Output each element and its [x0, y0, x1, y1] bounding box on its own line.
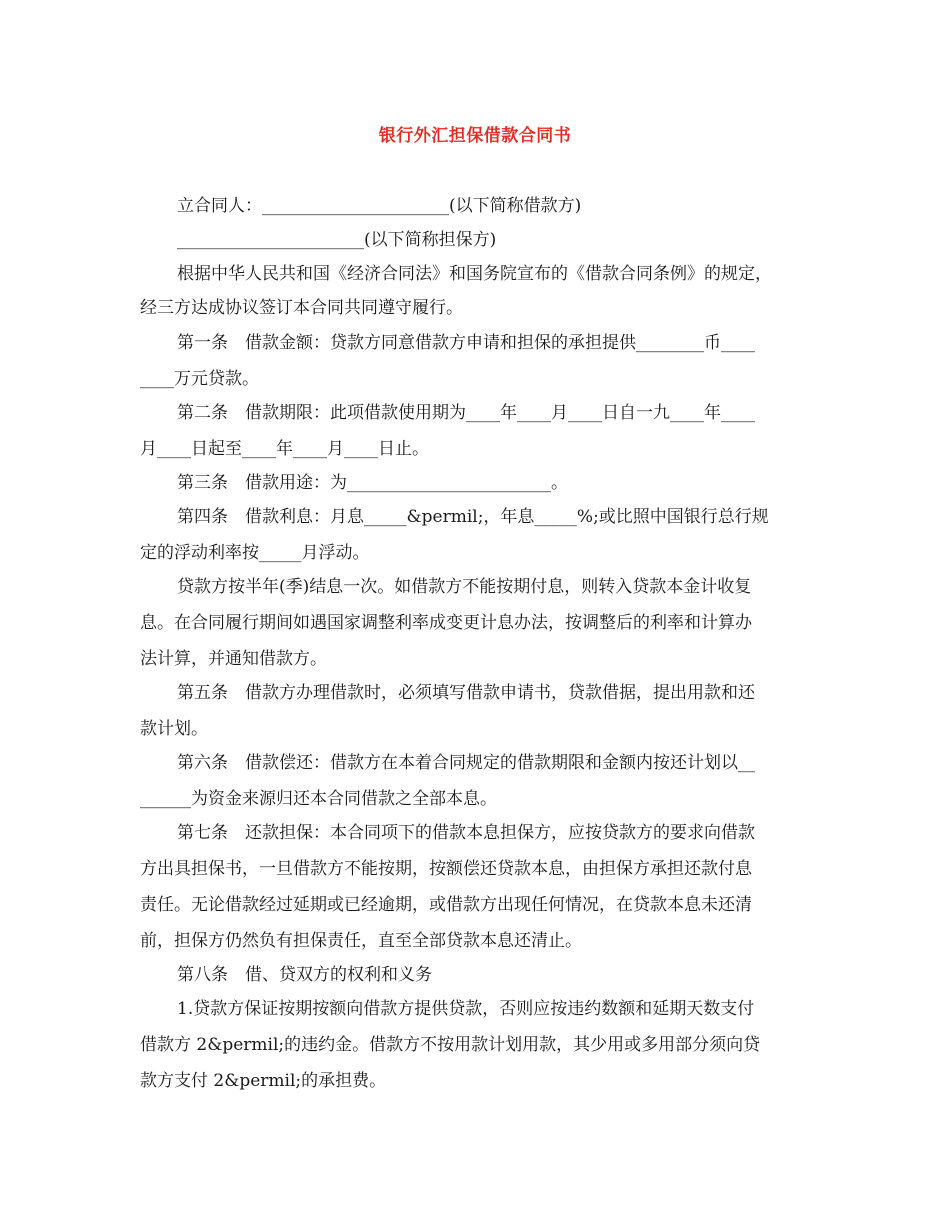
article-2-line-1: 第二条 借款期限：此项借款使用期为____年____月____日自一九____年____ — [177, 403, 755, 423]
article-7-line-3: 责任。无论借款经过延期或已经逾期，或借款方出现任何情况，在贷款本息未还清 — [140, 895, 752, 915]
document-title: 银行外汇担保借款合同书 — [378, 126, 572, 146]
article-4-line-2: 定的浮动利率按_____月浮动。 — [140, 543, 370, 563]
party-borrower-line: 立合同人：______________________(以下简称借款方) — [177, 196, 582, 216]
article-8-item-1-line-1: 1.贷款方保证按期按额向借款方提供贷款，否则应按违约数额和延期天数支付 — [177, 999, 755, 1019]
article-6-line-1: 第六条 借款偿还：借款方在本着合同规定的借款期限和金额内按还计划以__ — [177, 753, 755, 773]
interest-paragraph-line-3: 法计算，并通知借款方。 — [140, 649, 327, 669]
article-5-line-2: 款计划。 — [140, 719, 208, 739]
article-4-line-1: 第四条 借款利息：月息_____&permil;，年息_____%;或比照中国银行总行规 — [177, 507, 769, 527]
interest-paragraph-line-2: 息。在合同履行期间如遇国家调整利率成变更计息办法，按调整后的利率和计算办 — [140, 613, 752, 633]
article-1-line-2: ____万元贷款。 — [140, 369, 259, 389]
article-3-line: 第三条 借款用途：为________________________。 — [177, 473, 568, 493]
article-7-line-2: 方出具担保书，一旦借款方不能按期，按额偿还贷款本息，由担保方承担还款付息 — [140, 859, 752, 879]
preamble-line-2: 经三方达成协议签订本合同共同遵守履行。 — [140, 298, 463, 318]
article-1-line-1: 第一条 借款金额：贷款方同意借款方申请和担保的承担提供________币____ — [177, 333, 755, 353]
article-8-item-1-line-2: 借款方 2&permil;的违约金。借款方不按用款计划用款，其少用或多用部分须向贷 — [140, 1035, 761, 1055]
article-7-line-1: 第七条 还款担保：本合同项下的借款本息担保方，应按贷款方的要求向借款 — [177, 823, 755, 843]
article-8-item-1-line-3: 款方支付 2&permil;的承担费。 — [140, 1071, 387, 1091]
article-2-line-2: 月____日起至____年____月____日止。 — [140, 439, 429, 459]
article-5-line-1: 第五条 借款方办理借款时，必须填写借款申请书，贷款借据，提出用款和还 — [177, 683, 755, 703]
party-guarantor-line: ______________________(以下简称担保方) — [177, 230, 497, 250]
preamble-line-1: 根据中华人民共和国《经济合同法》和国务院宣布的《借款合同条例》的规定， — [177, 264, 772, 284]
interest-paragraph-line-1: 贷款方按半年(季)结息一次。如借款方不能按期付息，则转入贷款本金计收复 — [177, 577, 752, 597]
article-8-heading: 第八条 借、贷双方的权利和义务 — [177, 965, 432, 985]
article-7-line-4: 前，担保方仍然负有担保责任，直至全部贷款本息还清止。 — [140, 931, 582, 951]
article-6-line-2: ______为资金来源归还本合同借款之全部本息。 — [140, 789, 497, 809]
